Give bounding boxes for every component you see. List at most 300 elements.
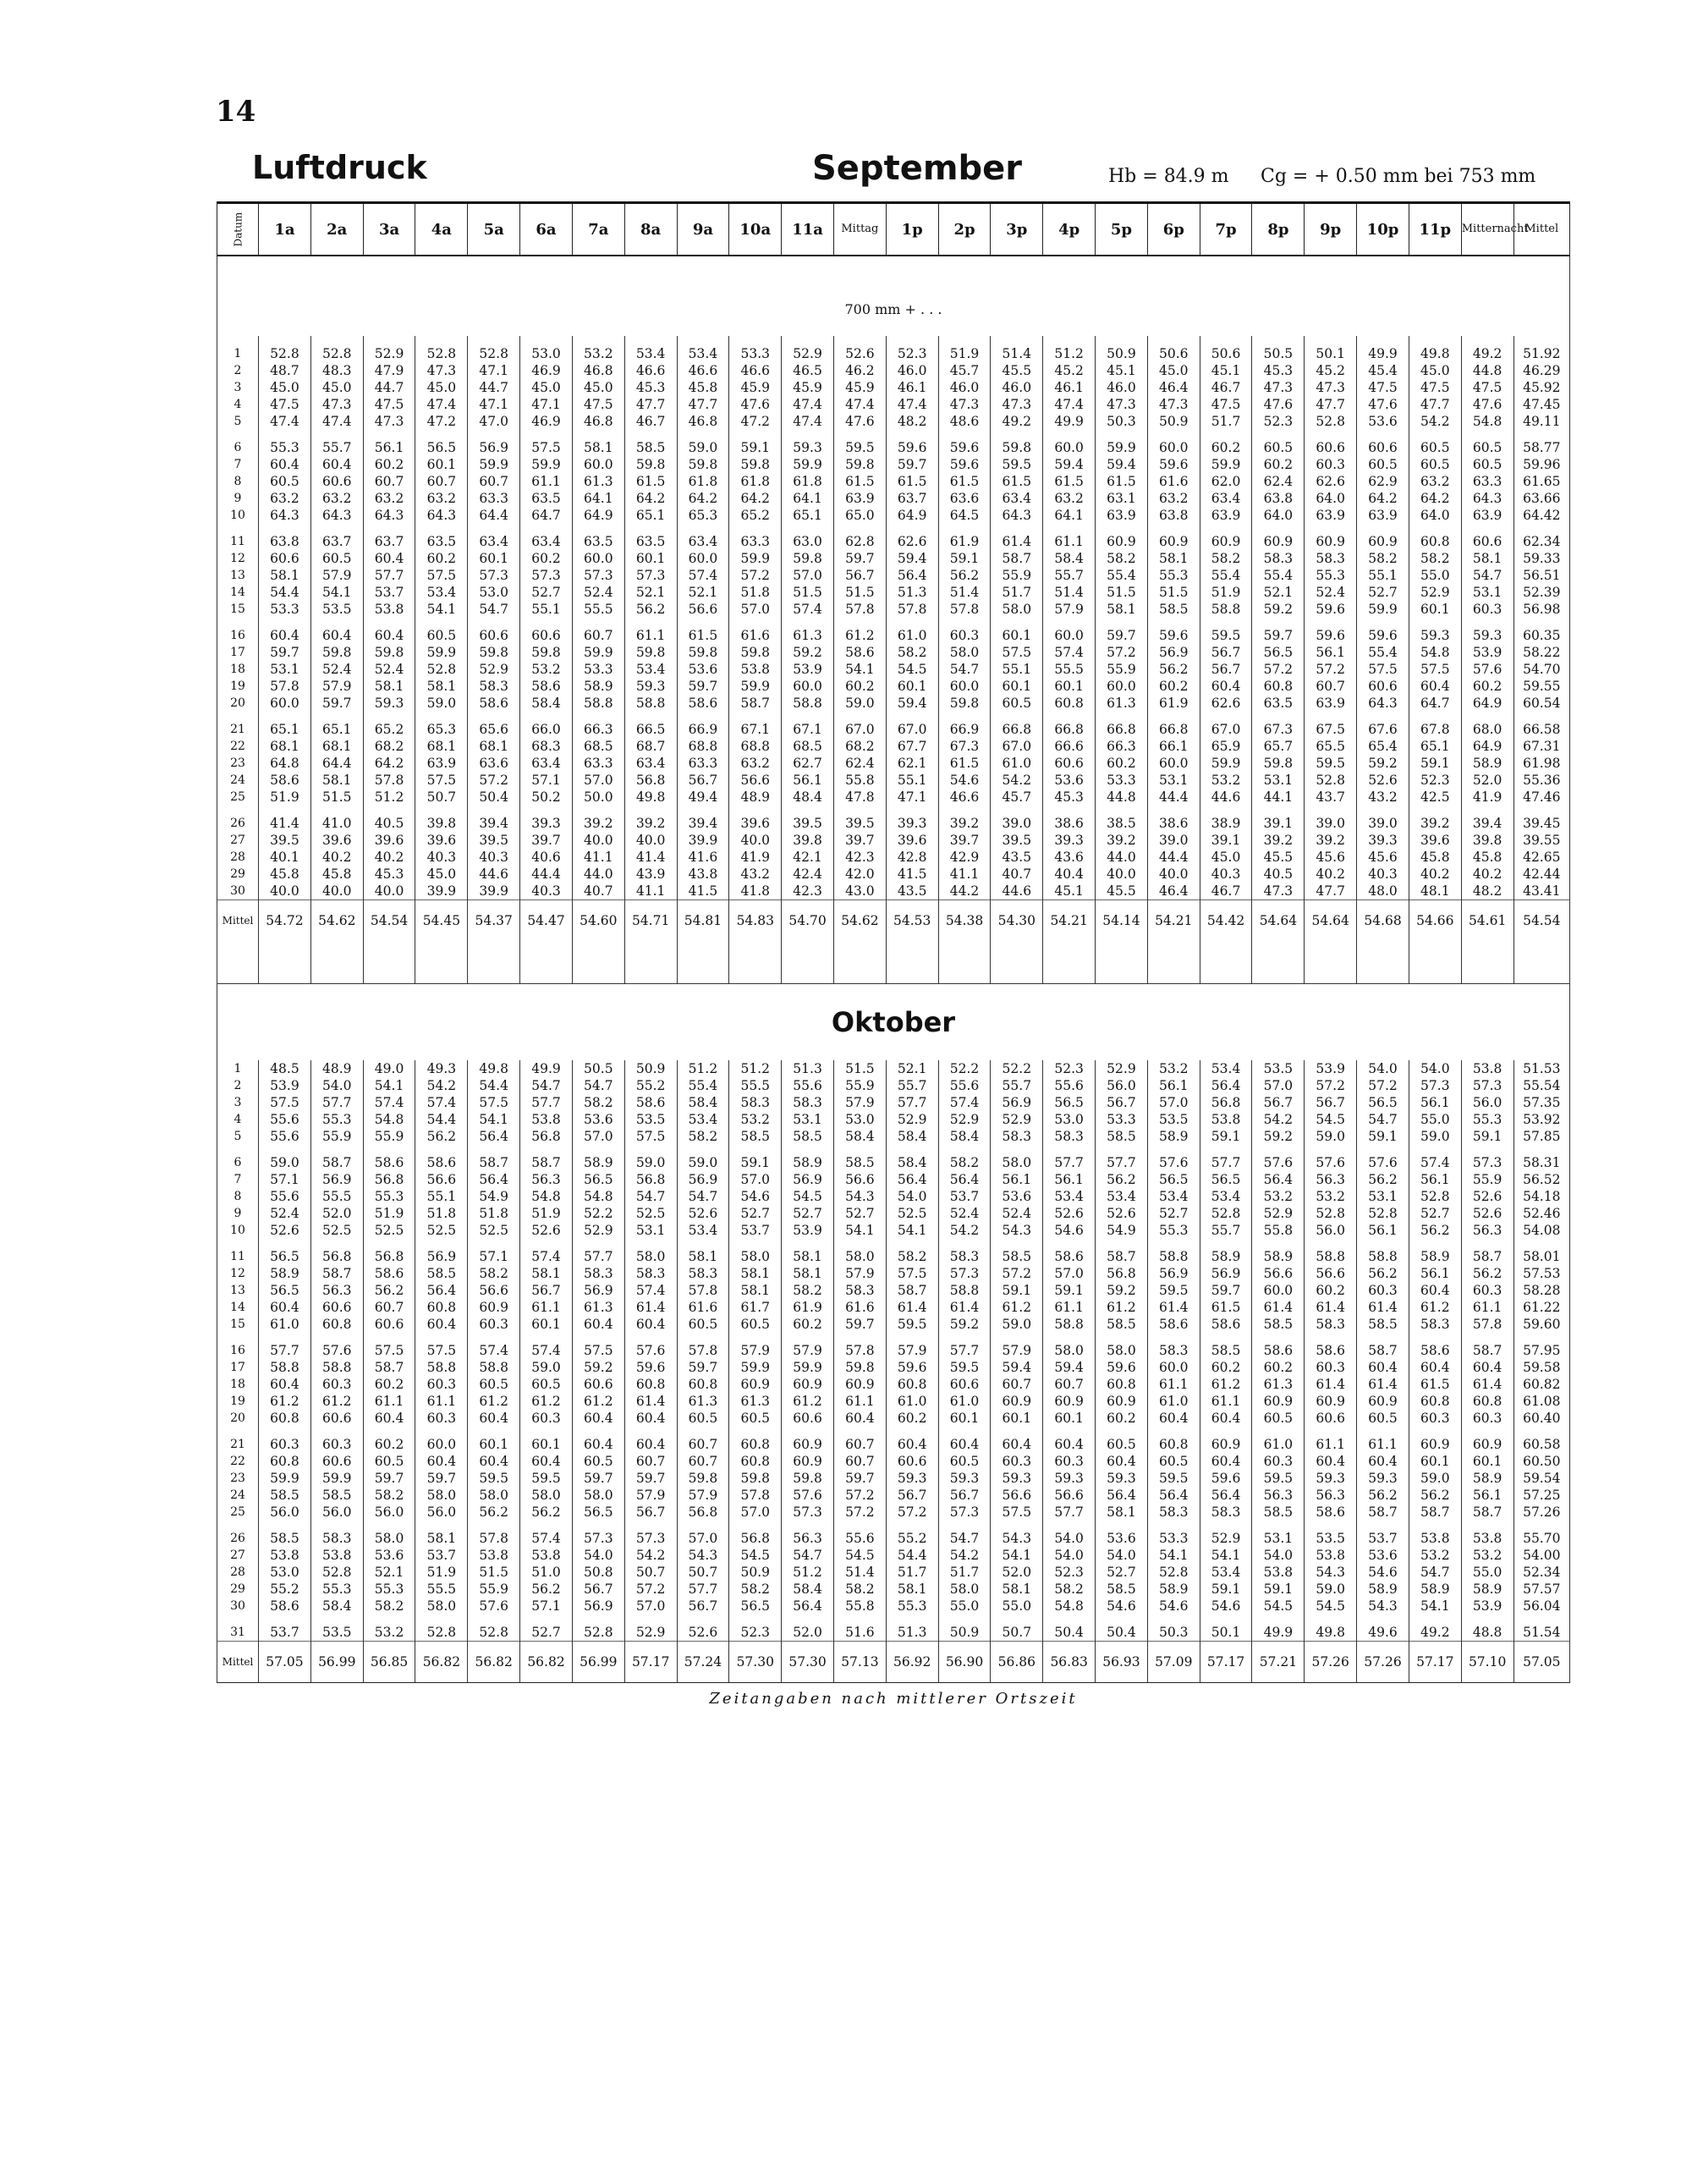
pressure-cell: 56.9 xyxy=(1147,1265,1200,1282)
pressure-cell: 63.8 xyxy=(1147,507,1200,524)
pressure-cell: 58.1 xyxy=(259,567,311,584)
day-cell: 4 xyxy=(217,1111,259,1128)
pressure-cell: 58.3 xyxy=(729,1094,782,1111)
hourly-mean-cell: 54.14 xyxy=(1096,900,1148,942)
pressure-cell: 58.8 xyxy=(1043,1316,1096,1333)
pressure-cell: 56.2 xyxy=(1409,1222,1461,1239)
pressure-cell: 64.1 xyxy=(1043,507,1096,524)
pressure-cell: 52.9 xyxy=(886,1111,938,1128)
pressure-cell: 47.1 xyxy=(468,396,520,413)
day-cell: 23 xyxy=(217,755,259,772)
pressure-cell: 57.2 xyxy=(624,1581,677,1598)
pressure-cell: 54.4 xyxy=(415,1111,468,1128)
pressure-cell: 51.4 xyxy=(1043,584,1096,601)
pressure-cell: 53.8 xyxy=(259,1547,311,1564)
pressure-cell: 59.3 xyxy=(886,1470,938,1487)
pressure-cell: 39.5 xyxy=(833,815,886,832)
pressure-cell: 53.2 xyxy=(1147,1060,1200,1077)
pressure-cell: 52.8 xyxy=(259,345,311,362)
pressure-cell: 68.1 xyxy=(468,738,520,755)
hourly-mean-cell: 54.38 xyxy=(938,900,991,942)
hourly-mean-cell: 54.64 xyxy=(1305,900,1357,942)
pressure-cell: 60.3 xyxy=(1461,1410,1513,1427)
pressure-cell: 47.3 xyxy=(310,396,363,413)
daily-mean-cell: 59.33 xyxy=(1513,550,1569,567)
day-cell: 14 xyxy=(217,1299,259,1316)
pressure-cell: 68.0 xyxy=(1461,721,1513,738)
pressure-cell: 58.3 xyxy=(677,1265,729,1282)
pressure-cell: 47.6 xyxy=(1357,396,1409,413)
pressure-cell: 54.0 xyxy=(1096,1547,1148,1564)
pressure-cell: 45.2 xyxy=(1305,362,1357,379)
pressure-cell: 46.0 xyxy=(938,379,991,396)
pressure-cell: 57.8 xyxy=(833,601,886,618)
pressure-cell: 51.0 xyxy=(520,1564,573,1581)
pressure-cell: 47.3 xyxy=(1096,396,1148,413)
pressure-cell: 47.7 xyxy=(1305,883,1357,900)
pressure-cell: 39.8 xyxy=(415,815,468,832)
pressure-cell: 54.0 xyxy=(1409,1060,1461,1077)
pressure-cell: 54.9 xyxy=(468,1188,520,1205)
pressure-cell: 40.6 xyxy=(520,849,573,866)
pressure-cell: 60.3 xyxy=(1461,1282,1513,1299)
pressure-cell: 60.0 xyxy=(259,695,311,712)
pressure-cell: 59.6 xyxy=(1200,1470,1252,1487)
pressure-cell: 58.0 xyxy=(520,1487,573,1504)
pressure-cell: 59.2 xyxy=(782,644,834,661)
pressure-cell: 44.4 xyxy=(1147,789,1200,806)
day-cell: 27 xyxy=(217,832,259,849)
pressure-cell: 60.5 xyxy=(677,1316,729,1333)
pressure-cell: 57.5 xyxy=(415,772,468,789)
pressure-cell: 59.9 xyxy=(782,1359,834,1376)
day-cell: 10 xyxy=(217,507,259,524)
pressure-cell: 57.9 xyxy=(782,1342,834,1359)
pressure-cell: 54.5 xyxy=(1305,1598,1357,1615)
pressure-cell: 61.2 xyxy=(782,1393,834,1410)
pressure-cell: 59.2 xyxy=(1357,755,1409,772)
pressure-cell: 55.1 xyxy=(991,661,1043,678)
pressure-cell: 58.7 xyxy=(886,1282,938,1299)
pressure-cell: 51.3 xyxy=(886,1624,938,1642)
pressure-cell: 51.5 xyxy=(782,584,834,601)
column-header: 4a xyxy=(415,203,468,256)
pressure-cell: 53.3 xyxy=(729,345,782,362)
pressure-cell: 67.0 xyxy=(886,721,938,738)
table-title: Luftdruck xyxy=(252,149,427,186)
pressure-cell: 61.2 xyxy=(1096,1299,1148,1316)
pressure-cell: 47.1 xyxy=(468,362,520,379)
pressure-cell: 56.3 xyxy=(1305,1171,1357,1188)
pressure-cell: 55.0 xyxy=(938,1598,991,1615)
pressure-cell: 58.2 xyxy=(729,1581,782,1598)
pressure-cell: 54.0 xyxy=(572,1547,624,1564)
column-header: 7p xyxy=(1200,203,1252,256)
pressure-cell: 58.7 xyxy=(1357,1342,1409,1359)
daily-mean-cell: 61.08 xyxy=(1513,1393,1569,1410)
pressure-cell: 57.3 xyxy=(1409,1077,1461,1094)
spacer xyxy=(217,1615,1570,1624)
pressure-cell: 45.3 xyxy=(363,866,415,883)
pressure-cell: 46.6 xyxy=(624,362,677,379)
pressure-cell: 56.7 xyxy=(677,1598,729,1615)
pressure-cell: 59.7 xyxy=(886,456,938,473)
pressure-cell: 60.7 xyxy=(572,627,624,644)
pressure-cell: 58.0 xyxy=(468,1487,520,1504)
pressure-cell: 41.8 xyxy=(729,883,782,900)
table-row xyxy=(217,1376,1570,1393)
pressure-cell: 56.7 xyxy=(886,1487,938,1504)
pressure-cell: 60.4 xyxy=(259,1299,311,1316)
pressure-cell: 63.2 xyxy=(310,490,363,507)
pressure-cell: 44.8 xyxy=(1461,362,1513,379)
pressure-cell: 55.8 xyxy=(833,772,886,789)
pressure-cell: 40.3 xyxy=(1200,866,1252,883)
pressure-cell: 59.3 xyxy=(1357,1470,1409,1487)
pressure-cell: 62.4 xyxy=(833,755,886,772)
pressure-cell: 54.3 xyxy=(991,1222,1043,1239)
pressure-cell: 39.5 xyxy=(468,832,520,849)
daily-mean-cell: 61.22 xyxy=(1513,1299,1569,1316)
pressure-cell: 59.9 xyxy=(1200,456,1252,473)
pressure-cell: 52.7 xyxy=(1147,1205,1200,1222)
pressure-cell: 60.5 xyxy=(310,550,363,567)
pressure-cell: 56.6 xyxy=(415,1171,468,1188)
pressure-cell: 57.3 xyxy=(520,567,573,584)
daily-mean-cell: 45.92 xyxy=(1513,379,1569,396)
pressure-cell: 56.6 xyxy=(1305,1265,1357,1282)
pressure-cell: 58.4 xyxy=(1043,550,1096,567)
hourly-mean-cell: 56.99 xyxy=(572,1642,624,1683)
pressure-cell: 57.6 xyxy=(782,1487,834,1504)
pressure-cell: 60.3 xyxy=(259,1436,311,1453)
pressure-cell: 61.1 xyxy=(415,1393,468,1410)
pressure-cell: 53.7 xyxy=(259,1624,311,1642)
pressure-cell: 57.8 xyxy=(886,601,938,618)
pressure-cell: 58.8 xyxy=(938,1282,991,1299)
pressure-cell: 50.5 xyxy=(1252,345,1305,362)
pressure-cell: 65.1 xyxy=(259,721,311,738)
pressure-cell: 58.8 xyxy=(310,1359,363,1376)
pressure-cell: 54.6 xyxy=(1043,1222,1096,1239)
pressure-cell: 53.2 xyxy=(1200,772,1252,789)
pressure-cell: 58.8 xyxy=(1305,1248,1357,1265)
pressure-cell: 60.3 xyxy=(1252,1453,1305,1470)
pressure-cell: 45.8 xyxy=(1409,849,1461,866)
hourly-mean-cell: 56.85 xyxy=(363,1642,415,1683)
pressure-cell: 61.1 xyxy=(520,473,573,490)
pressure-cell: 56.3 xyxy=(1461,1222,1513,1239)
pressure-cell: 56.2 xyxy=(1357,1265,1409,1282)
pressure-cell: 54.2 xyxy=(938,1222,991,1239)
pressure-cell: 59.7 xyxy=(677,1359,729,1376)
pressure-cell: 43.5 xyxy=(991,849,1043,866)
pressure-cell: 55.6 xyxy=(782,1077,834,1094)
pressure-cell: 61.1 xyxy=(363,1393,415,1410)
pressure-cell: 58.8 xyxy=(259,1359,311,1376)
table-row xyxy=(217,721,1570,738)
daily-mean-cell: 46.29 xyxy=(1513,362,1569,379)
pressure-cell: 59.2 xyxy=(572,1359,624,1376)
pressure-cell: 58.3 xyxy=(624,1265,677,1282)
pressure-cell: 66.8 xyxy=(1043,721,1096,738)
daily-mean-cell: 59.60 xyxy=(1513,1316,1569,1333)
hourly-mean-cell: 54.30 xyxy=(991,900,1043,942)
table-row xyxy=(217,1299,1570,1316)
pressure-cell: 60.5 xyxy=(259,473,311,490)
pressure-cell: 59.3 xyxy=(1096,1470,1148,1487)
pressure-cell: 57.2 xyxy=(833,1504,886,1521)
pressure-cell: 63.2 xyxy=(363,490,415,507)
pressure-cell: 54.7 xyxy=(572,1077,624,1094)
pressure-cell: 47.4 xyxy=(833,396,886,413)
pressure-cell: 57.1 xyxy=(520,772,573,789)
day-cell: 30 xyxy=(217,1598,259,1615)
pressure-cell: 58.8 xyxy=(468,1359,520,1376)
pressure-cell: 63.4 xyxy=(991,490,1043,507)
pressure-cell: 58.2 xyxy=(886,1248,938,1265)
pressure-cell: 48.2 xyxy=(886,413,938,430)
pressure-cell: 64.3 xyxy=(991,507,1043,524)
pressure-cell: 60.6 xyxy=(310,1299,363,1316)
pressure-cell: 55.3 xyxy=(1305,567,1357,584)
pressure-cell: 56.2 xyxy=(1096,1171,1148,1188)
pressure-cell: 62.6 xyxy=(1305,473,1357,490)
table-row xyxy=(217,1171,1570,1188)
daily-mean-cell: 57.95 xyxy=(1513,1342,1569,1359)
pressure-cell: 55.6 xyxy=(938,1077,991,1094)
pressure-cell: 60.2 xyxy=(833,678,886,695)
pressure-cell: 53.8 xyxy=(1409,1530,1461,1547)
pressure-cell: 55.6 xyxy=(833,1530,886,1547)
pressure-cell: 52.3 xyxy=(1409,772,1461,789)
day-cell: 29 xyxy=(217,866,259,883)
hourly-mean-cell: 54.21 xyxy=(1043,900,1096,942)
pressure-cell: 51.4 xyxy=(833,1564,886,1581)
pressure-cell: 60.7 xyxy=(363,473,415,490)
pressure-cell: 57.6 xyxy=(624,1342,677,1359)
pressure-cell: 46.1 xyxy=(886,379,938,396)
day-cell: 1 xyxy=(217,345,259,362)
pressure-cell: 57.7 xyxy=(310,1094,363,1111)
pressure-cell: 60.8 xyxy=(729,1453,782,1470)
pressure-cell: 63.2 xyxy=(259,490,311,507)
pressure-cell: 53.7 xyxy=(1357,1530,1409,1547)
spacer xyxy=(217,1145,1570,1154)
pressure-cell: 52.6 xyxy=(1461,1188,1513,1205)
pressure-cell: 51.7 xyxy=(938,1564,991,1581)
pressure-cell: 58.6 xyxy=(1252,1342,1305,1359)
pressure-cell: 49.0 xyxy=(363,1060,415,1077)
pressure-cell: 54.6 xyxy=(1147,1598,1200,1615)
pressure-cell: 57.8 xyxy=(468,1530,520,1547)
pressure-cell: 59.8 xyxy=(991,439,1043,456)
month-title: September xyxy=(812,149,1022,188)
pressure-cell: 60.7 xyxy=(363,1299,415,1316)
pressure-cell: 53.5 xyxy=(310,601,363,618)
unit-note: 700 mm + . . . xyxy=(844,301,942,317)
pressure-cell: 61.0 xyxy=(259,1316,311,1333)
pressure-cell: 52.3 xyxy=(1043,1564,1096,1581)
pressure-cell: 58.6 xyxy=(624,1094,677,1111)
pressure-cell: 57.6 xyxy=(1252,1154,1305,1171)
pressure-cell: 57.9 xyxy=(310,567,363,584)
daily-mean-cell: 58.77 xyxy=(1513,439,1569,456)
pressure-cell: 61.2 xyxy=(572,1393,624,1410)
pressure-cell: 39.1 xyxy=(1200,832,1252,849)
pressure-cell: 58.3 xyxy=(991,1128,1043,1145)
pressure-cell: 58.3 xyxy=(310,1530,363,1547)
pressure-cell: 58.6 xyxy=(259,1598,311,1615)
pressure-cell: 52.8 xyxy=(468,1624,520,1642)
pressure-cell: 51.8 xyxy=(415,1205,468,1222)
pressure-cell: 65.1 xyxy=(310,721,363,738)
pressure-cell: 56.5 xyxy=(1200,1171,1252,1188)
daily-mean-cell: 58.22 xyxy=(1513,644,1569,661)
pressure-cell: 54.9 xyxy=(1096,1222,1148,1239)
pressure-cell: 64.3 xyxy=(310,507,363,524)
pressure-cell: 39.4 xyxy=(1461,815,1513,832)
pressure-cell: 50.5 xyxy=(572,1060,624,1077)
column-header: 7a xyxy=(572,203,624,256)
pressure-cell: 60.8 xyxy=(415,1299,468,1316)
pressure-cell: 52.0 xyxy=(1461,772,1513,789)
pressure-cell: 58.0 xyxy=(415,1598,468,1615)
pressure-cell: 55.3 xyxy=(259,439,311,456)
pressure-cell: 57.5 xyxy=(624,1128,677,1145)
pressure-cell: 56.9 xyxy=(782,1171,834,1188)
pressure-cell: 58.9 xyxy=(1409,1248,1461,1265)
pressure-cell: 57.2 xyxy=(991,1265,1043,1282)
pressure-cell: 57.5 xyxy=(1409,661,1461,678)
pressure-cell: 61.2 xyxy=(310,1393,363,1410)
pressure-cell: 61.1 xyxy=(1200,1393,1252,1410)
pressure-cell: 60.4 xyxy=(991,1436,1043,1453)
pressure-cell: 56.5 xyxy=(1043,1094,1096,1111)
pressure-cell: 63.1 xyxy=(1096,490,1148,507)
spacer xyxy=(217,524,1570,533)
pressure-cell: 55.9 xyxy=(1096,661,1148,678)
pressure-cell: 59.8 xyxy=(1252,755,1305,772)
day-cell: 1 xyxy=(217,1060,259,1077)
pressure-cell: 63.3 xyxy=(729,533,782,550)
pressure-cell: 58.4 xyxy=(310,1598,363,1615)
pressure-cell: 46.7 xyxy=(1200,883,1252,900)
pressure-cell: 46.7 xyxy=(624,413,677,430)
pressure-cell: 53.8 xyxy=(520,1547,573,1564)
pressure-cell: 64.3 xyxy=(363,507,415,524)
pressure-cell: 58.7 xyxy=(310,1265,363,1282)
daily-mean-cell: 54.18 xyxy=(1513,1188,1569,1205)
pressure-cell: 58.8 xyxy=(1357,1248,1409,1265)
pressure-cell: 47.6 xyxy=(1461,396,1513,413)
pressure-cell: 49.9 xyxy=(520,1060,573,1077)
pressure-cell: 58.1 xyxy=(572,439,624,456)
pressure-cell: 50.7 xyxy=(677,1564,729,1581)
pressure-cell: 60.4 xyxy=(572,1410,624,1427)
pressure-cell: 67.3 xyxy=(938,738,991,755)
day-cell: 21 xyxy=(217,1436,259,1453)
spacer xyxy=(217,712,1570,721)
footnote: Zeitangaben nach mittlerer Ortszeit xyxy=(709,1689,1078,1708)
pressure-cell: 41.4 xyxy=(259,815,311,832)
pressure-cell: 52.6 xyxy=(833,345,886,362)
daily-mean-cell: 39.45 xyxy=(1513,815,1569,832)
table-row xyxy=(217,1316,1570,1333)
pressure-cell: 68.3 xyxy=(520,738,573,755)
pressure-cell: 60.4 xyxy=(468,1453,520,1470)
pressure-cell: 60.9 xyxy=(833,1376,886,1393)
pressure-cell: 60.4 xyxy=(624,1436,677,1453)
pressure-cell: 56.4 xyxy=(938,1171,991,1188)
pressure-cell: 52.3 xyxy=(886,345,938,362)
pressure-cell: 59.0 xyxy=(1305,1128,1357,1145)
hourly-mean-cell: 54.81 xyxy=(677,900,729,942)
pressure-cell: 64.0 xyxy=(1252,507,1305,524)
pressure-cell: 60.9 xyxy=(1200,1436,1252,1453)
pressure-cell: 55.9 xyxy=(363,1128,415,1145)
pressure-cell: 56.7 xyxy=(938,1487,991,1504)
pressure-cell: 61.5 xyxy=(886,473,938,490)
pressure-cell: 52.6 xyxy=(1096,1205,1148,1222)
pressure-cell: 58.2 xyxy=(938,1154,991,1171)
daily-mean-cell: 53.92 xyxy=(1513,1111,1569,1128)
pressure-cell: 57.7 xyxy=(1200,1154,1252,1171)
day-cell: 3 xyxy=(217,1094,259,1111)
pressure-cell: 53.1 xyxy=(1357,1188,1409,1205)
table-row xyxy=(217,695,1570,712)
pressure-cell: 61.0 xyxy=(1252,1436,1305,1453)
pressure-cell: 38.9 xyxy=(1200,815,1252,832)
hourly-mean-cell: 54.53 xyxy=(886,900,938,942)
daily-mean-cell: 54.00 xyxy=(1513,1547,1569,1564)
pressure-cell: 42.1 xyxy=(782,849,834,866)
pressure-cell: 60.5 xyxy=(1461,439,1513,456)
pressure-cell: 63.4 xyxy=(520,533,573,550)
pressure-cell: 52.9 xyxy=(1096,1060,1148,1077)
pressure-cell: 60.5 xyxy=(572,1453,624,1470)
pressure-cell: 64.9 xyxy=(886,507,938,524)
pressure-cell: 40.7 xyxy=(572,883,624,900)
hourly-mean-cell: 56.92 xyxy=(886,1642,938,1683)
pressure-cell: 59.7 xyxy=(624,1470,677,1487)
pressure-cell: 59.3 xyxy=(991,1470,1043,1487)
pressure-cell: 59.0 xyxy=(415,695,468,712)
pressure-cell: 58.4 xyxy=(833,1128,886,1145)
pressure-cell: 39.3 xyxy=(1357,832,1409,849)
pressure-cell: 60.8 xyxy=(624,1376,677,1393)
pressure-cell: 44.4 xyxy=(1147,849,1200,866)
pressure-cell: 56.4 xyxy=(1200,1487,1252,1504)
pressure-cell: 60.7 xyxy=(677,1453,729,1470)
pressure-cell: 50.9 xyxy=(1147,413,1200,430)
pressure-cell: 39.0 xyxy=(1305,815,1357,832)
pressure-cell: 60.5 xyxy=(1357,456,1409,473)
daily-mean-cell: 42.44 xyxy=(1513,866,1569,883)
pressure-cell: 53.4 xyxy=(677,345,729,362)
pressure-cell: 60.5 xyxy=(938,1453,991,1470)
pressure-cell: 57.4 xyxy=(520,1530,573,1547)
pressure-cell: 55.4 xyxy=(1096,567,1148,584)
daily-mean-cell: 58.28 xyxy=(1513,1282,1569,1299)
pressure-cell: 61.2 xyxy=(520,1393,573,1410)
pressure-cell: 49.8 xyxy=(468,1060,520,1077)
pressure-cell: 56.6 xyxy=(1043,1487,1096,1504)
pressure-cell: 57.4 xyxy=(363,1094,415,1111)
pressure-cell: 53.2 xyxy=(1305,1188,1357,1205)
pressure-cell: 61.1 xyxy=(833,1393,886,1410)
pressure-cell: 52.1 xyxy=(363,1564,415,1581)
